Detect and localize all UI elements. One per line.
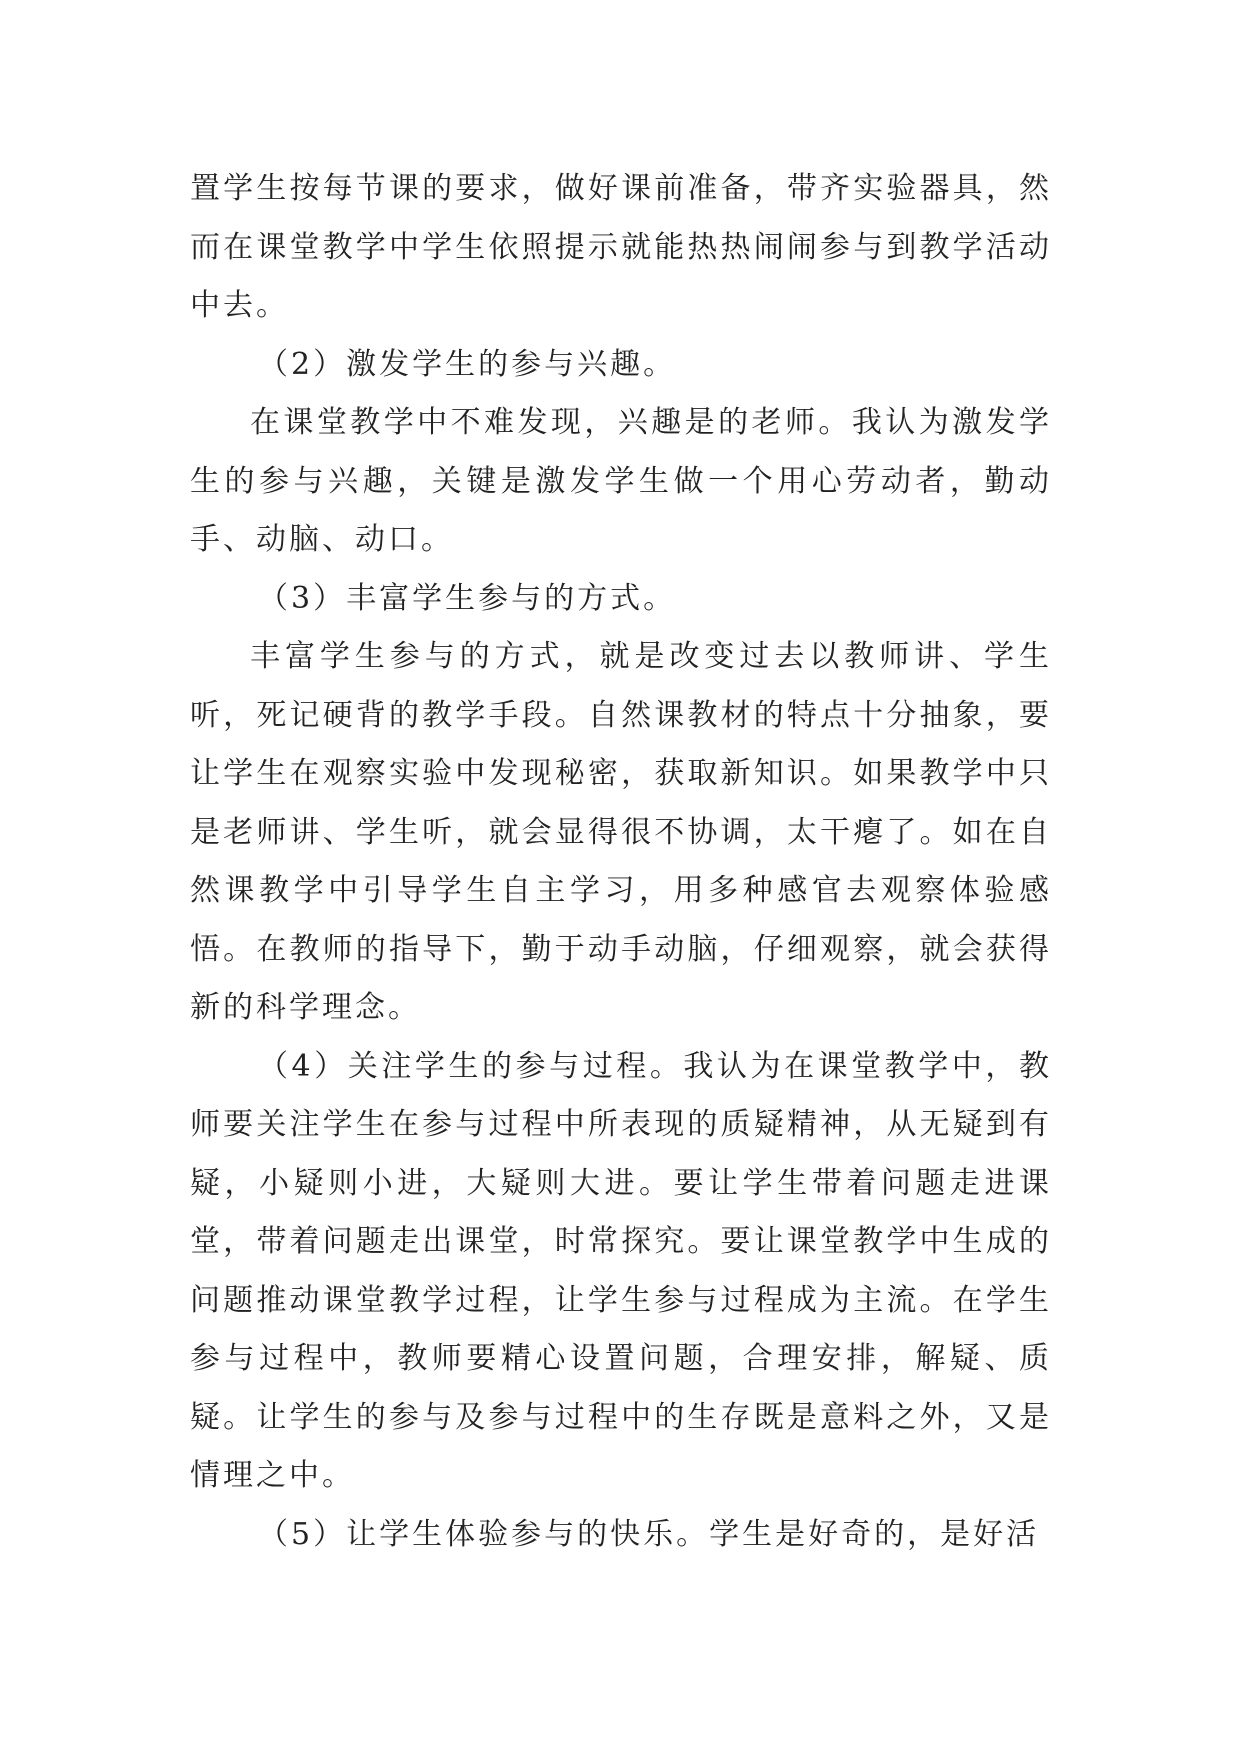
section-heading-3: （3）丰富学生参与的方式。 (258, 580, 677, 616)
paragraph-methods: 丰富学生参与的方式，就是改变过去以教师讲、学生听，死记硬背的教学手段。自然课教材的特点十分抽象，要让学生在观察实验中发现秘密，获取新知识。如果教学中只是老师讲、学生听，就会显得很不协调，太干瘪了。如在自然课教学中引导学生自主学习，用多种感官去观察体验感悟。在教师的指导下，勤于动手动脑，仔细观察，就会获得新的科学理念。 (190, 639, 1052, 1025)
paragraph-joy: （5）让学生体验参与的快乐。学生是好奇的，是好活 (258, 1516, 1040, 1552)
paragraph-process: （4）关注学生的参与过程。我认为在课堂教学中，教师要关注学生在参与过程中所表现的质疑精神，从无疑到有疑，小疑则小进，大疑则大进。要让学生带着问题走进课堂，带着问题走出课堂，时常探究。要让课堂教学中生成的问题推动课堂教学过程，让学生参与过程成为主流。在学生参与过程中，教师要精心设置问题，合理安排，解疑、质疑。让学生的参与及参与过程中的生存既是意料之外，又是情理之中。 (190, 1048, 1052, 1493)
body-text (190, 160, 1052, 1564)
paragraph-interest: 在课堂教学中不难发现，兴趣是的老师。我认为激发学生的参与兴趣，关键是激发学生做一个用心劳动者，勤动手、动脑、动口。 (190, 405, 1052, 557)
paragraph-continuation: 置学生按每节课的要求，做好课前准备，带齐实验器具，然而在课堂教学中学生依照提示就能热热闹闹参与到教学活动中去。 (190, 171, 1052, 323)
section-heading-2: （2）激发学生的参与兴趣。 (258, 346, 677, 382)
